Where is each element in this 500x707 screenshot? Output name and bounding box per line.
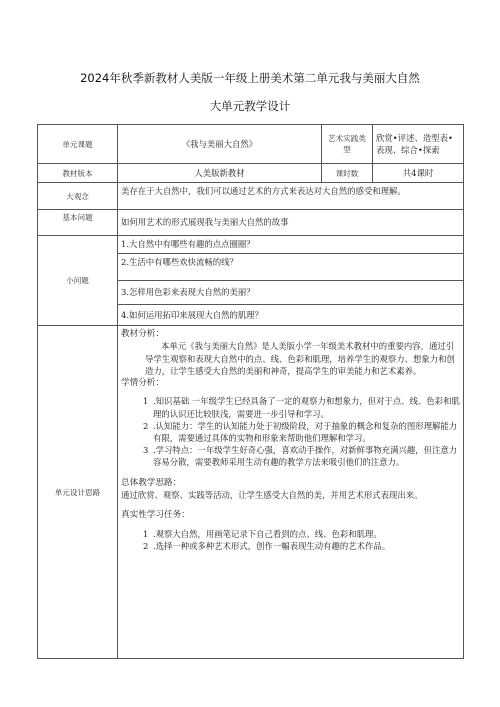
- lesson-count-value: 共4课时: [373, 164, 464, 183]
- textbook-value: 人美版新教材: [118, 164, 322, 183]
- row-unit-design: [38, 326, 464, 659]
- row-sub-question-1: [38, 236, 464, 254]
- big-idea-value: 美存在于大自然中，我们可以通过艺术的方式来表达对大自然的感受和理解。: [118, 183, 464, 210]
- basic-question-value: 如何用艺术的形式展现我与美丽大自然的故事: [118, 210, 464, 236]
- sub-question-item: 3.怎样用色彩来表现大自然的美丽？: [118, 281, 464, 305]
- student-analysis-item: 3 .学习特点：一年级学生好奇心强，喜欢动手操作，对新鲜事物充满兴趣，但注意力容易分散，需要教师采用生动有趣的教学方法来吸引他们的注意力。: [143, 445, 458, 468]
- document-title: 2024年秋季新教材人美版一年级上册美术第二单元我与美丽大自然: [80, 71, 420, 85]
- document-subtitle: 大单元教学设计: [209, 99, 291, 113]
- unit-design-label: 单元设计思路: [38, 326, 118, 659]
- learning-task-item: 1 .观察大自然，用画笔记录下自己看到的点、线、色彩和肌理。: [143, 528, 382, 539]
- student-analysis-item: 2 .认知能力：学生的认知能力处于初级阶段，对于抽象的概念和复杂的图形理解能力有限，需要通过具体的实物和形象来帮助他们理解和学习。: [143, 420, 458, 444]
- row-big-idea: [38, 183, 464, 210]
- textbook-label: 教材版本: [38, 164, 118, 183]
- row-unit-topic: [38, 125, 464, 164]
- basic-question-label: 基本问题: [38, 210, 118, 236]
- learning-task-item: 2 .选择一种或多种艺术形式，创作一幅表现生动有趣的艺术作品。: [143, 540, 391, 551]
- material-analysis-heading: 教材分析：: [121, 329, 164, 339]
- unit-topic-label: 单元课题: [38, 125, 118, 164]
- sub-questions-label: 小问题: [38, 236, 118, 326]
- overall-approach-heading: 总体教学思路：: [121, 477, 182, 488]
- unit-design-table: [37, 124, 464, 659]
- big-idea-label: 大观念: [38, 183, 118, 210]
- material-analysis-text: 本单元《我与美丽大自然》是人美版小学一年级美术教材中的重要内容，通过引导学生观察和表现大自然中的点、线、色彩和肌理，培养学生的观察力、想象力和创造力，让学生感受大自然的美丽和神奇，提高学生的审美能力和艺术素养。: [145, 341, 455, 376]
- sub-question-item: 1.大自然中有哪些有趣的点点圈圈？: [118, 236, 464, 254]
- student-analysis-item: 1 .知识基础 一年级学生已经具备了一定的观察力和想象力，但对于点、线、色彩和肌理的认识还比较肤浅，需要进一步引导和学习。: [143, 396, 460, 419]
- overall-approach-text: 通过欣赏、观察、实践等活动，让学生感受大自然的美，并用艺术形式表现出来。: [121, 490, 423, 501]
- lesson-count-label: 课时数: [322, 164, 373, 183]
- learning-task-heading: 真实性学习任务：: [121, 510, 190, 521]
- student-analysis-heading: 学情分析：: [121, 378, 164, 389]
- row-textbook: [38, 164, 464, 183]
- unit-design-content: [118, 326, 464, 659]
- sub-question-item: 4.如何运用拓印来展现大自然的肌理？: [118, 305, 464, 326]
- row-basic-question: [38, 210, 464, 236]
- practice-type-value: 欣赏•评述、造型表•表现、综合•探索: [373, 125, 464, 164]
- practice-type-label: 艺术实践类型: [322, 125, 373, 164]
- sub-question-item: 2.生活中有哪些欢快流畅的线？: [118, 254, 464, 281]
- unit-topic-value: 《我与美丽大自然》: [118, 125, 322, 164]
